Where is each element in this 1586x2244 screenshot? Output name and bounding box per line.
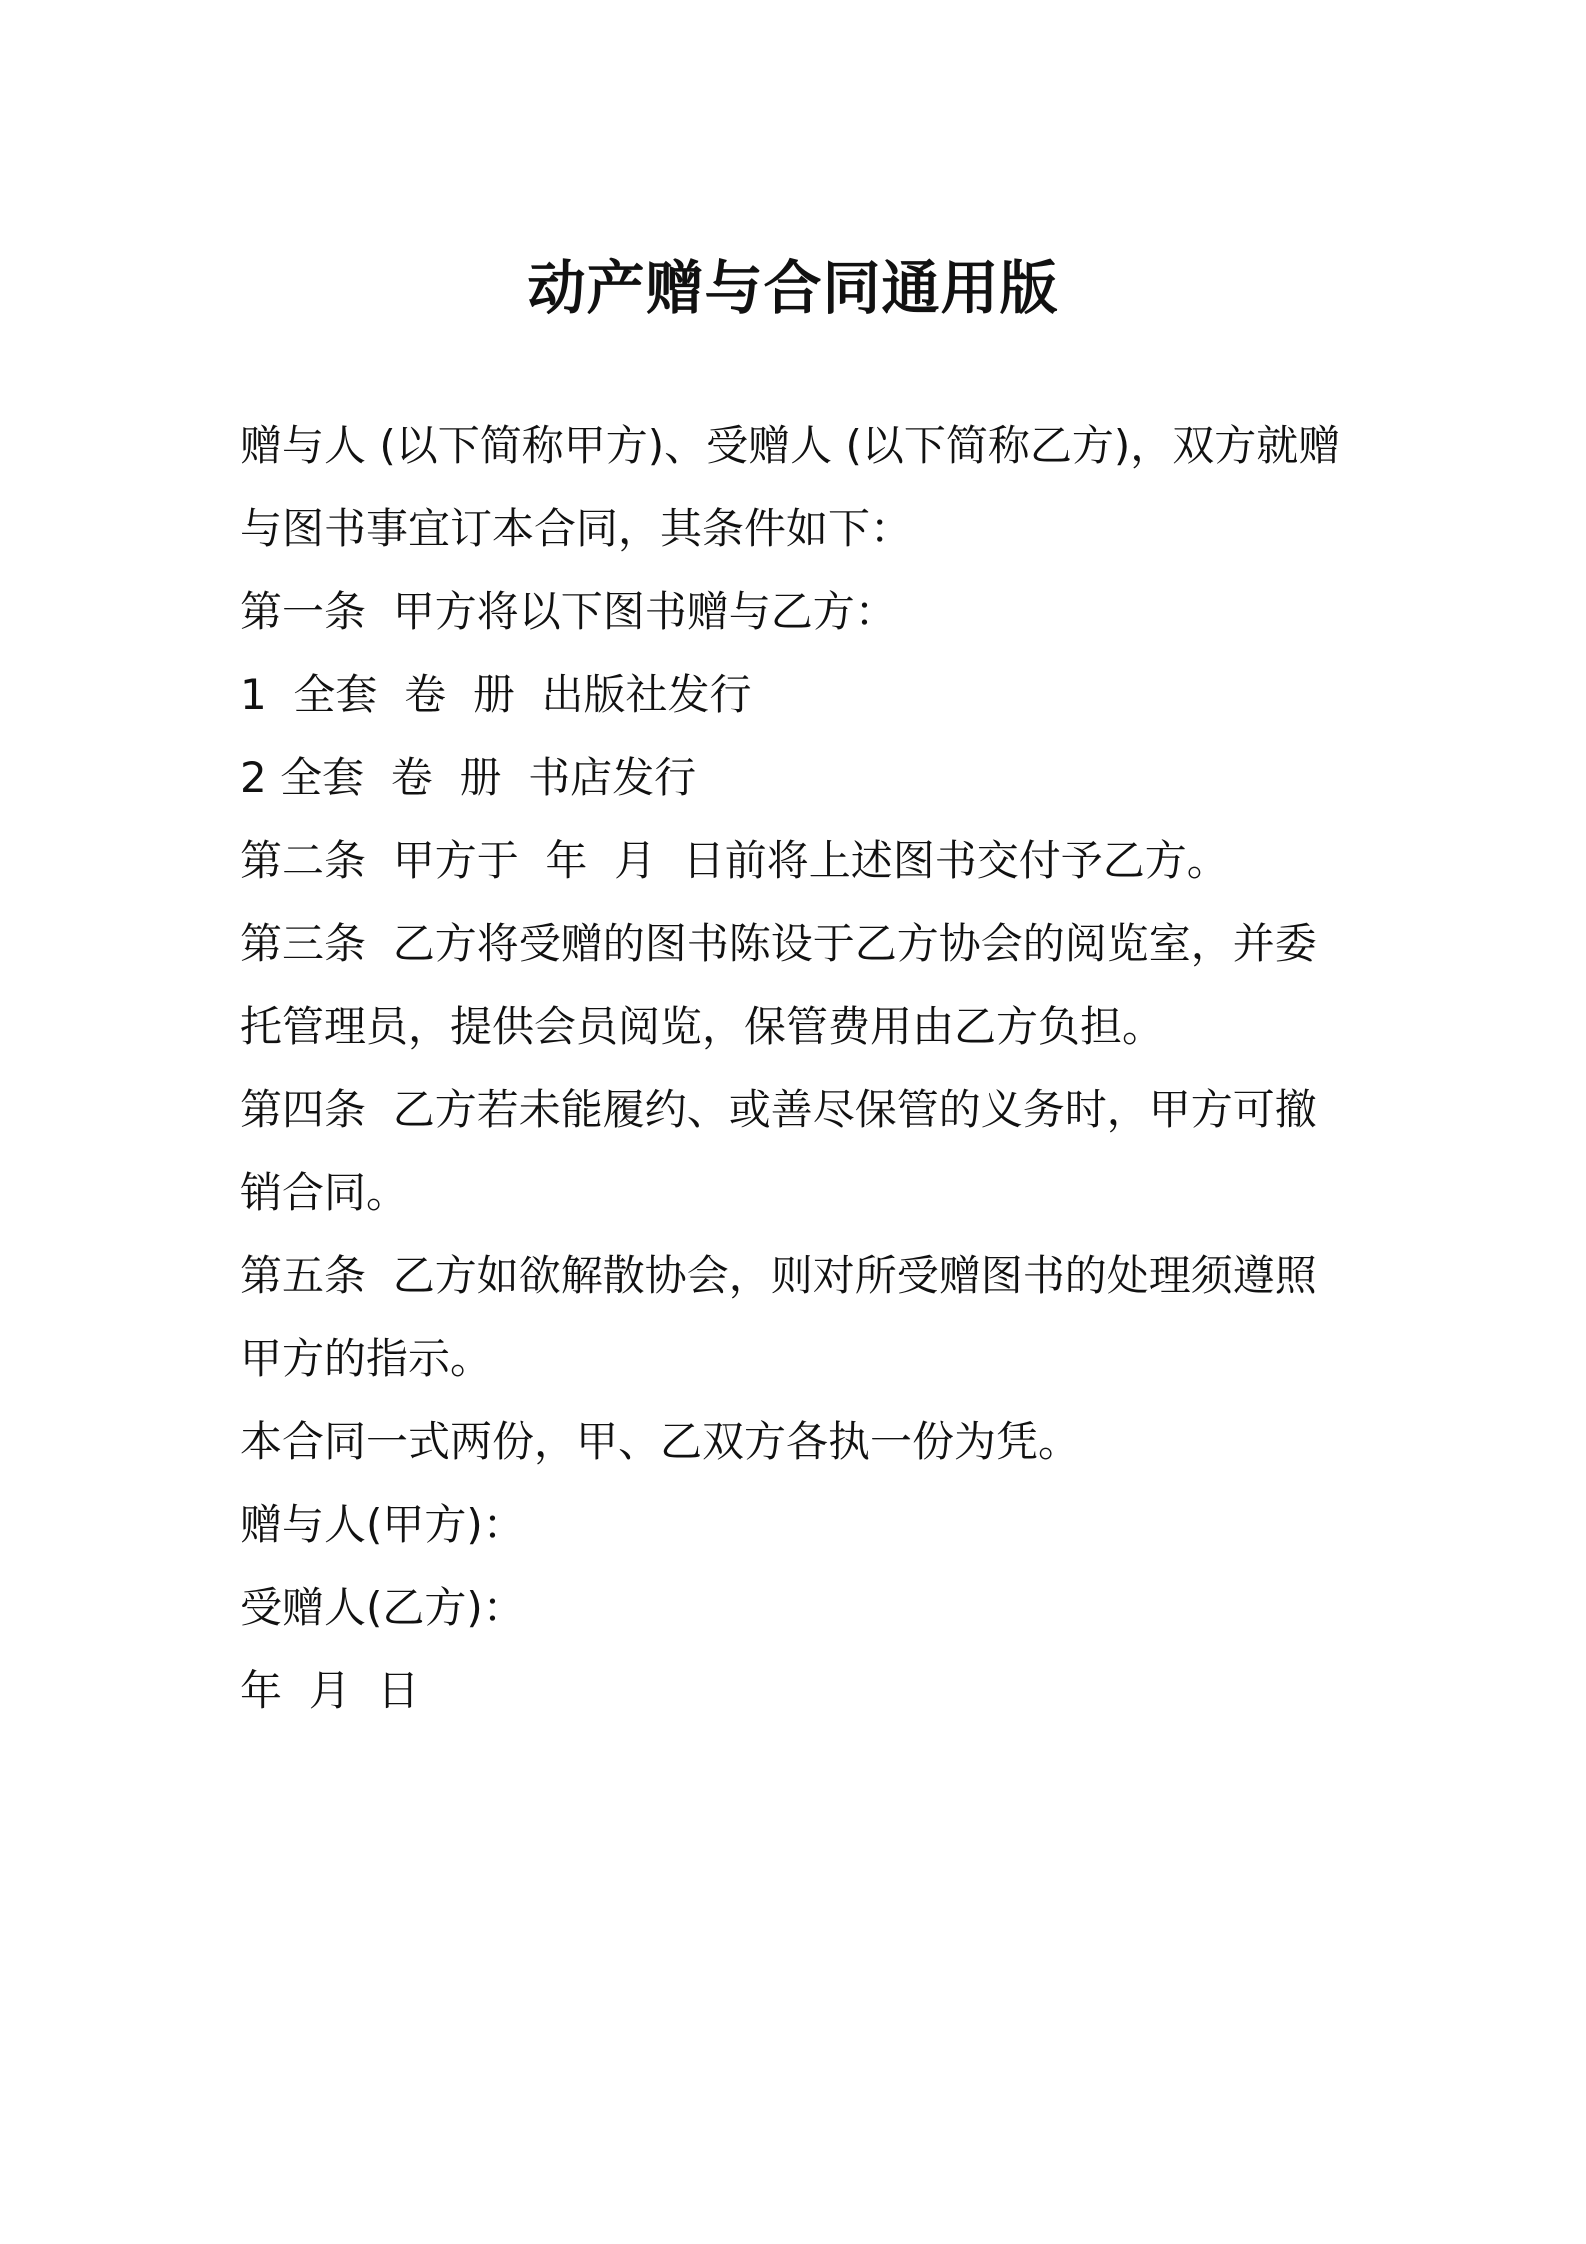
article-1: 第一条 甲方将以下图书赠与乙方： — [240, 587, 897, 636]
copies-clause: 本合同一式两份，甲、乙双方各执一份为凭。 — [240, 1417, 1081, 1466]
article-3-line-2: 托管理员，提供会员阅览，保管费用由乙方负担。 — [240, 1002, 1165, 1051]
book-item-2: 2 全套 卷 册 书店发行 — [240, 753, 697, 802]
article-5-line-1: 第五条 乙方如欲解散协会，则对所受赠图书的处理须遵照 — [240, 1251, 1317, 1300]
article-3-line-1: 第三条 乙方将受赠的图书陈设于乙方协会的阅览室，并委 — [240, 919, 1317, 968]
intro-line-1: 赠与人 (以下简称甲方)、受赠人 (以下简称乙方)，双方就赠 — [240, 421, 1341, 470]
article-5-line-2: 甲方的指示。 — [240, 1334, 493, 1383]
intro-line-2: 与图书事宜订本合同，其条件如下： — [240, 504, 913, 553]
donor-signature-line: 赠与人(甲方)： — [240, 1500, 525, 1549]
date-line: 年 月 日 — [240, 1666, 420, 1715]
document-body — [240, 404, 1360, 1732]
article-4-line-2: 销合同。 — [240, 1168, 409, 1217]
article-2: 第二条 甲方于 年 月 日前将上述图书交付予乙方。 — [240, 836, 1229, 885]
book-item-1: 1 全套 卷 册 出版社发行 — [240, 670, 752, 719]
article-4-line-1: 第四条 乙方若未能履约、或善尽保管的义务时，甲方可撤 — [240, 1085, 1317, 1134]
donee-signature-line: 受赠人(乙方)： — [240, 1583, 525, 1632]
document-title: 动产赠与合同通用版 — [527, 254, 1059, 322]
